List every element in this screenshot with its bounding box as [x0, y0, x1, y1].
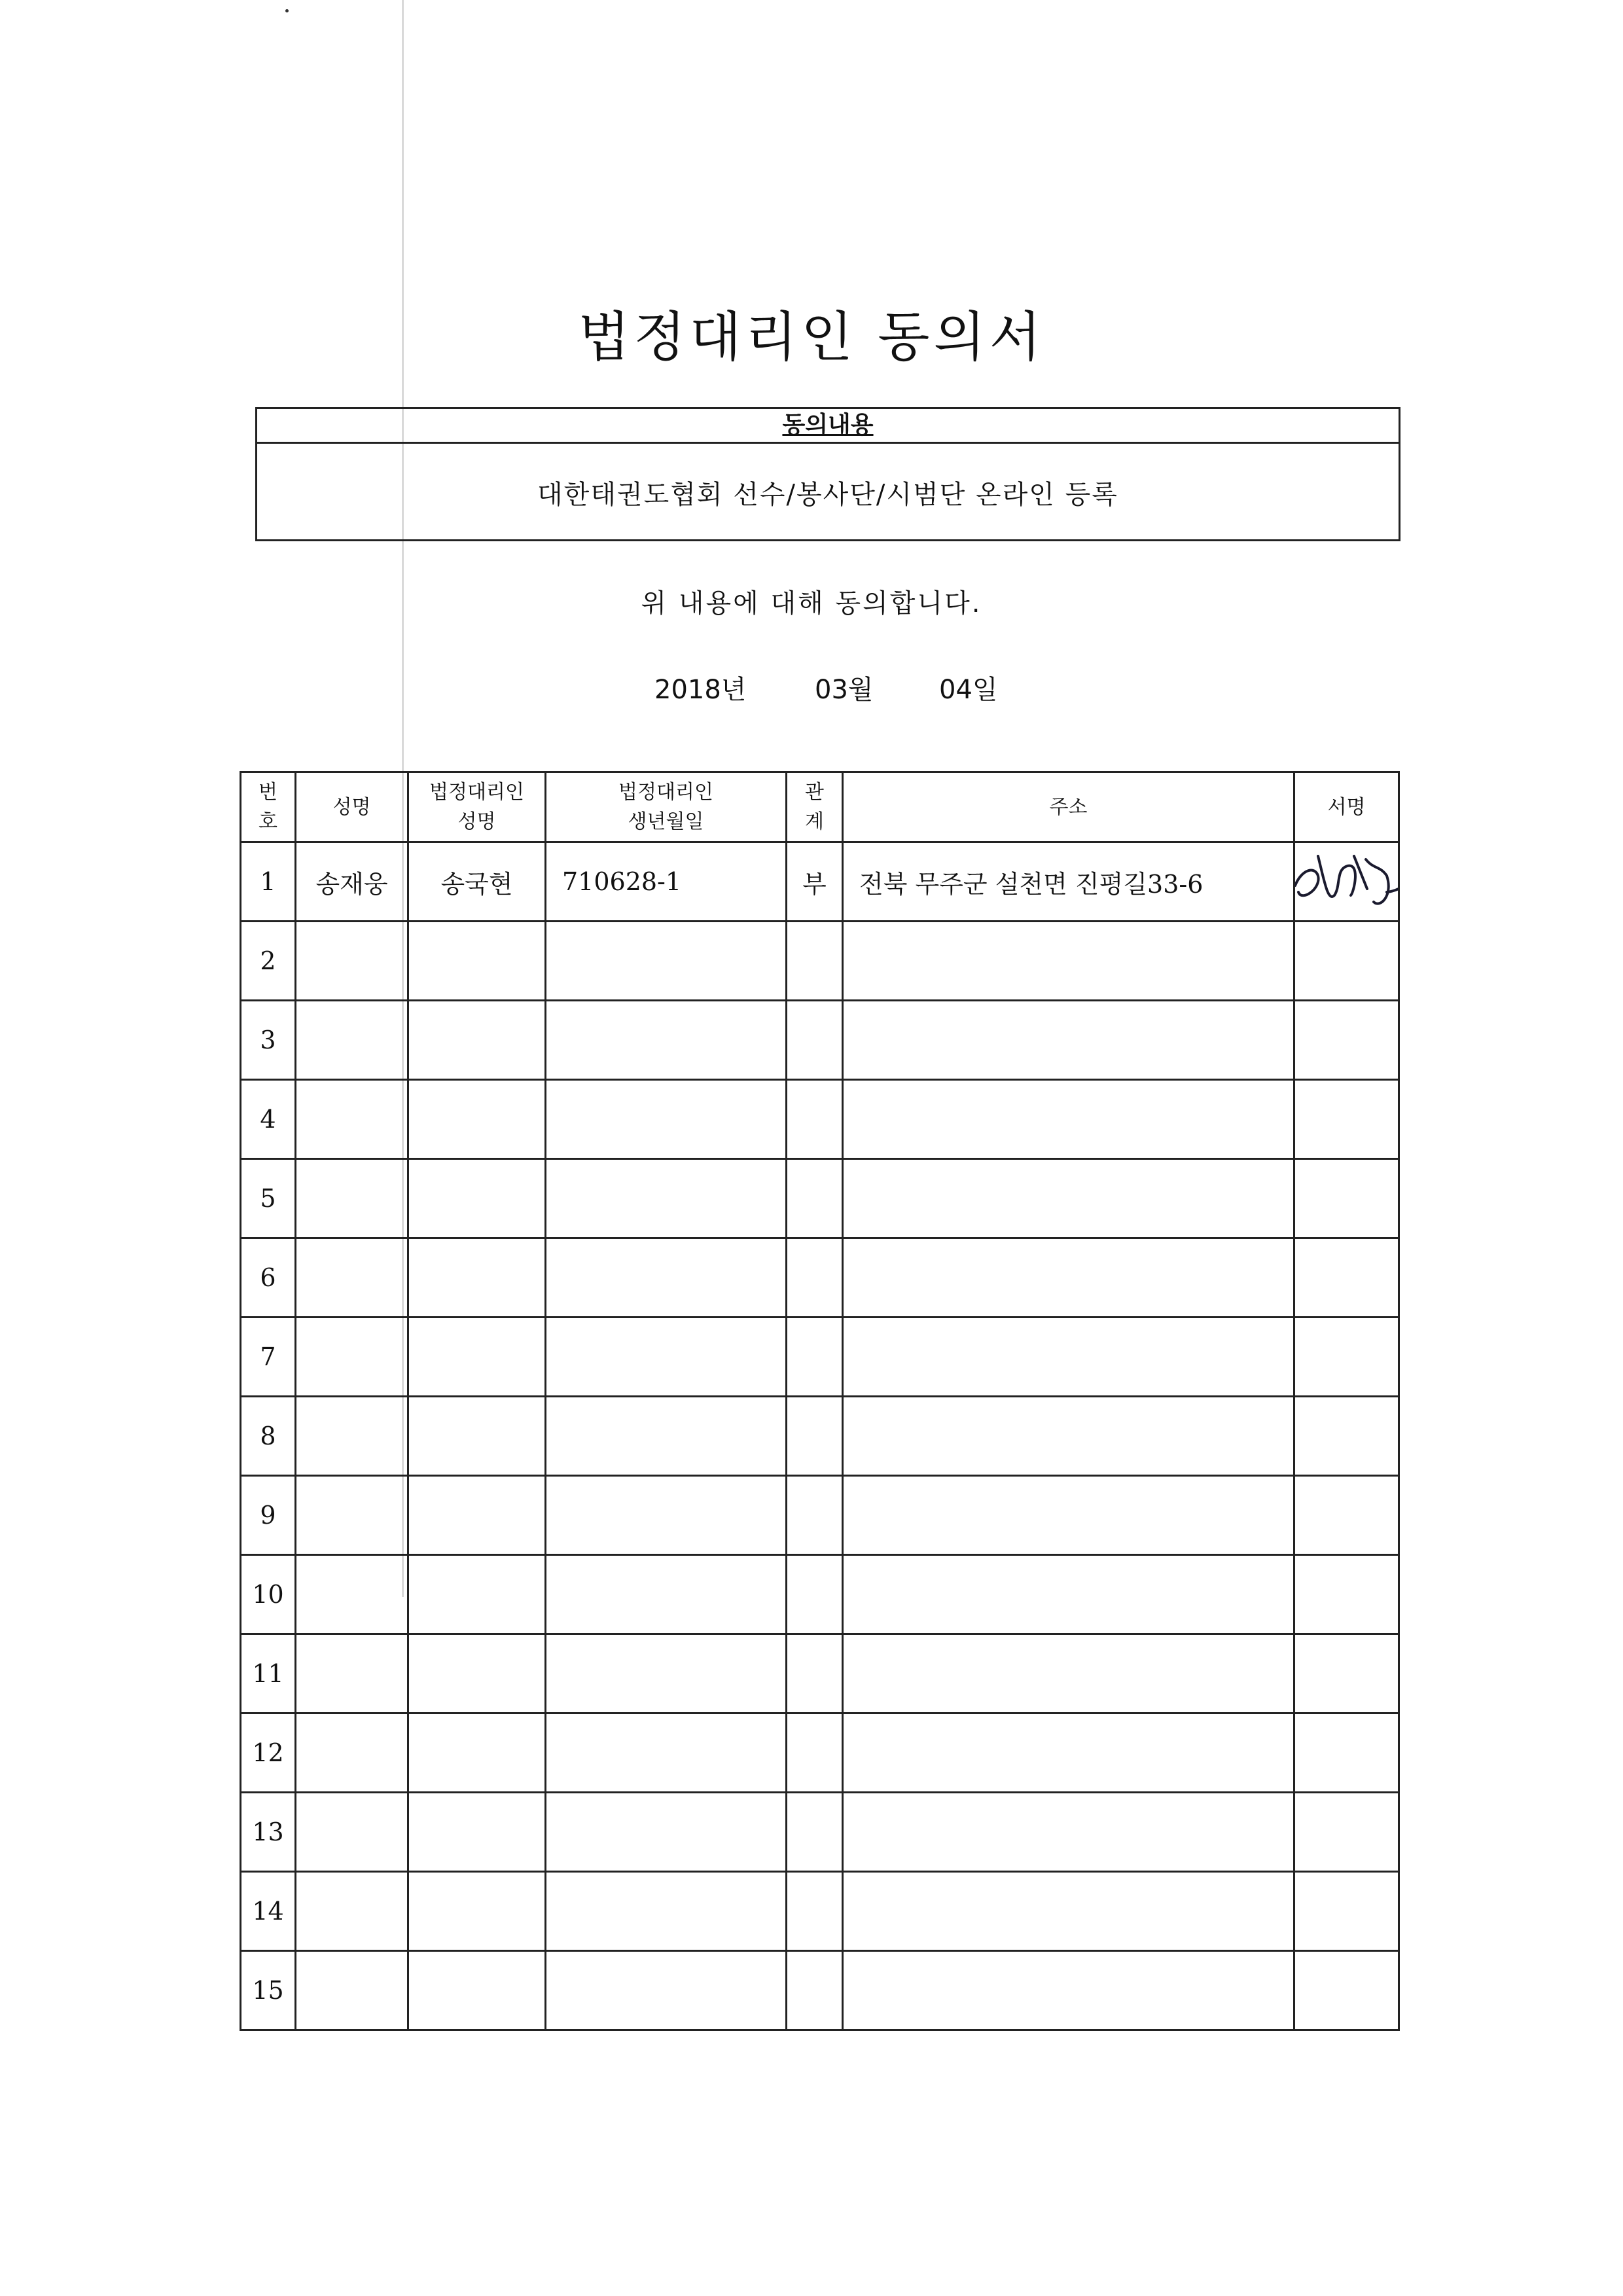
table-row: [241, 1238, 1399, 1318]
cell-address: [843, 1872, 1294, 1951]
table-row: [241, 842, 1399, 922]
header-guardian-birth-line2: 생년월일: [628, 810, 704, 833]
cell-no: 2: [241, 922, 296, 1001]
document-title: 법정대리인 동의서: [578, 306, 1045, 368]
cell-guardian-birth: 710628-1: [546, 842, 787, 922]
cell-signature: [1294, 1318, 1399, 1397]
cell-guardian-name: [408, 1080, 546, 1159]
cell-guardian-name: [408, 1713, 546, 1793]
consent-content: 대한태권도협회 선수/봉사단/시범단 온라인 등록: [537, 480, 1118, 510]
table-row: [241, 1713, 1399, 1793]
date-month: 03월: [815, 675, 874, 705]
table-row: [241, 1001, 1399, 1080]
table-row: [241, 1476, 1399, 1555]
table-row: [241, 1555, 1399, 1634]
cell-guardian-name: [408, 1951, 546, 2030]
header-guardian-name: [408, 772, 546, 842]
cell-relation: [787, 1238, 843, 1318]
cell-name: [296, 1001, 408, 1080]
cell-relation: [787, 1318, 843, 1397]
cell-guardian-birth: [546, 1397, 787, 1476]
cell-guardian-birth: [546, 1872, 787, 1951]
cell-name: [296, 1159, 408, 1238]
header-guardian-name-line1: 법정대리인: [429, 781, 524, 804]
cell-relation: [787, 1476, 843, 1555]
cell-guardian-birth: [546, 1713, 787, 1793]
cell-relation: [787, 1080, 843, 1159]
consent-heading: [257, 409, 1399, 444]
cell-name: [296, 922, 408, 1001]
cell-name: [296, 1793, 408, 1872]
cell-relation: [787, 1555, 843, 1634]
cell-signature: [1294, 1951, 1399, 2030]
cell-signature: [1294, 1397, 1399, 1476]
cell-guardian-birth: [546, 1793, 787, 1872]
cell-guardian-name: [408, 1476, 546, 1555]
cell-address: [843, 1634, 1294, 1713]
cell-no: 12: [241, 1713, 296, 1793]
header-no-line2: 호: [259, 810, 277, 833]
cell-signature: [1294, 1476, 1399, 1555]
cell-guardian-birth: [546, 1476, 787, 1555]
header-name: 성명: [296, 772, 408, 842]
cell-address: [843, 1318, 1294, 1397]
header-guardian-birth: [546, 772, 787, 842]
cell-address: [843, 1238, 1294, 1318]
cell-signature: [1294, 1555, 1399, 1634]
cell-relation: [787, 922, 843, 1001]
cell-guardian-birth: [546, 1238, 787, 1318]
cell-address: [843, 1080, 1294, 1159]
cell-no: 4: [241, 1080, 296, 1159]
header-guardian-birth-line1: 법정대리인: [618, 781, 713, 804]
header-no-line1: 번: [259, 781, 277, 804]
consent-box: [255, 407, 1400, 541]
table-row: [241, 1951, 1399, 2030]
cell-address: [843, 922, 1294, 1001]
cell-relation: [787, 1397, 843, 1476]
table-row: [241, 1080, 1399, 1159]
cell-address: [843, 1555, 1294, 1634]
cell-guardian-birth: [546, 1951, 787, 2030]
cell-no: 11: [241, 1634, 296, 1713]
header-relation-line1: 관: [805, 781, 824, 804]
cell-signature: [1294, 1001, 1399, 1080]
cell-guardian-name: [408, 1555, 546, 1634]
cell-address: [843, 1951, 1294, 2030]
cell-guardian-name: 송국현: [408, 842, 546, 922]
cell-signature: [1294, 1159, 1399, 1238]
cell-name: [296, 1476, 408, 1555]
cell-guardian-birth: [546, 1001, 787, 1080]
cell-address: [843, 1713, 1294, 1793]
cell-no: 13: [241, 1793, 296, 1872]
cell-name: [296, 1318, 408, 1397]
cell-address: 전북 무주군 설천면 진평길33-6: [843, 842, 1294, 922]
guardian-roster-table: [240, 771, 1400, 2031]
table-body: [241, 842, 1399, 2030]
cell-no: 3: [241, 1001, 296, 1080]
cell-relation: [787, 1159, 843, 1238]
table-row: [241, 1397, 1399, 1476]
cell-name: [296, 1080, 408, 1159]
table-row: [241, 1793, 1399, 1872]
cell-name: [296, 1397, 408, 1476]
agreement-statement: 위 내용에 대해 동의합니다.: [641, 588, 982, 619]
cell-address: [843, 1397, 1294, 1476]
consent-heading-label: 동의내용: [782, 412, 874, 439]
header-relation: [787, 772, 843, 842]
cell-relation: [787, 1872, 843, 1951]
cell-relation: [787, 1951, 843, 2030]
cell-name: [296, 1872, 408, 1951]
cell-signature: [1294, 1080, 1399, 1159]
cell-signature: [1294, 922, 1399, 1001]
cell-signature: [1294, 1634, 1399, 1713]
cell-guardian-name: [408, 922, 546, 1001]
cell-name: [296, 1713, 408, 1793]
header-guardian-name-line2: 성명: [457, 810, 496, 833]
table-row: [241, 1159, 1399, 1238]
table-row: [241, 1872, 1399, 1951]
cell-name: [296, 1555, 408, 1634]
cell-no: 9: [241, 1476, 296, 1555]
cell-signature: [1294, 842, 1399, 922]
cell-no: 10: [241, 1555, 296, 1634]
cell-no: 15: [241, 1951, 296, 2030]
cell-no: 7: [241, 1318, 296, 1397]
table-row: [241, 1318, 1399, 1397]
cell-name: [296, 1634, 408, 1713]
cell-no: 6: [241, 1238, 296, 1318]
cell-no: 14: [241, 1872, 296, 1951]
cell-address: [843, 1793, 1294, 1872]
cell-no: 1: [241, 842, 296, 922]
cell-signature: [1294, 1793, 1399, 1872]
cell-guardian-birth: [546, 922, 787, 1001]
cell-name: [296, 1238, 408, 1318]
date-year: 2018년: [654, 675, 747, 705]
cell-address: [843, 1159, 1294, 1238]
cell-guardian-name: [408, 1001, 546, 1080]
cell-guardian-name: [408, 1238, 546, 1318]
header-no: [241, 772, 296, 842]
header-relation-line2: 계: [805, 810, 824, 833]
cell-guardian-name: [408, 1634, 546, 1713]
cell-no: 5: [241, 1159, 296, 1238]
cell-guardian-birth: [546, 1555, 787, 1634]
table-row: [241, 922, 1399, 1001]
cell-name: [296, 1951, 408, 2030]
date-day: 04일: [939, 675, 998, 705]
cell-guardian-name: [408, 1872, 546, 1951]
cell-guardian-birth: [546, 1080, 787, 1159]
handwritten-signature: [1294, 842, 1399, 922]
cell-relation: 부: [787, 842, 843, 922]
cell-guardian-name: [408, 1397, 546, 1476]
table-header-row: [241, 772, 1399, 842]
cell-signature: [1294, 1238, 1399, 1318]
cell-relation: [787, 1793, 843, 1872]
cell-guardian-birth: [546, 1634, 787, 1713]
scan-speck: [285, 9, 289, 12]
table-row: [241, 1634, 1399, 1713]
cell-signature: [1294, 1713, 1399, 1793]
cell-guardian-name: [408, 1159, 546, 1238]
header-signature: 서명: [1294, 772, 1399, 842]
cell-relation: [787, 1713, 843, 1793]
cell-relation: [787, 1001, 843, 1080]
cell-guardian-birth: [546, 1318, 787, 1397]
cell-guardian-name: [408, 1793, 546, 1872]
cell-guardian-birth: [546, 1159, 787, 1238]
cell-relation: [787, 1634, 843, 1713]
cell-no: 8: [241, 1397, 296, 1476]
cell-guardian-name: [408, 1318, 546, 1397]
cell-address: [843, 1001, 1294, 1080]
header-address: 주소: [843, 772, 1294, 842]
cell-signature: [1294, 1872, 1399, 1951]
cell-name: 송재웅: [296, 842, 408, 922]
cell-address: [843, 1476, 1294, 1555]
